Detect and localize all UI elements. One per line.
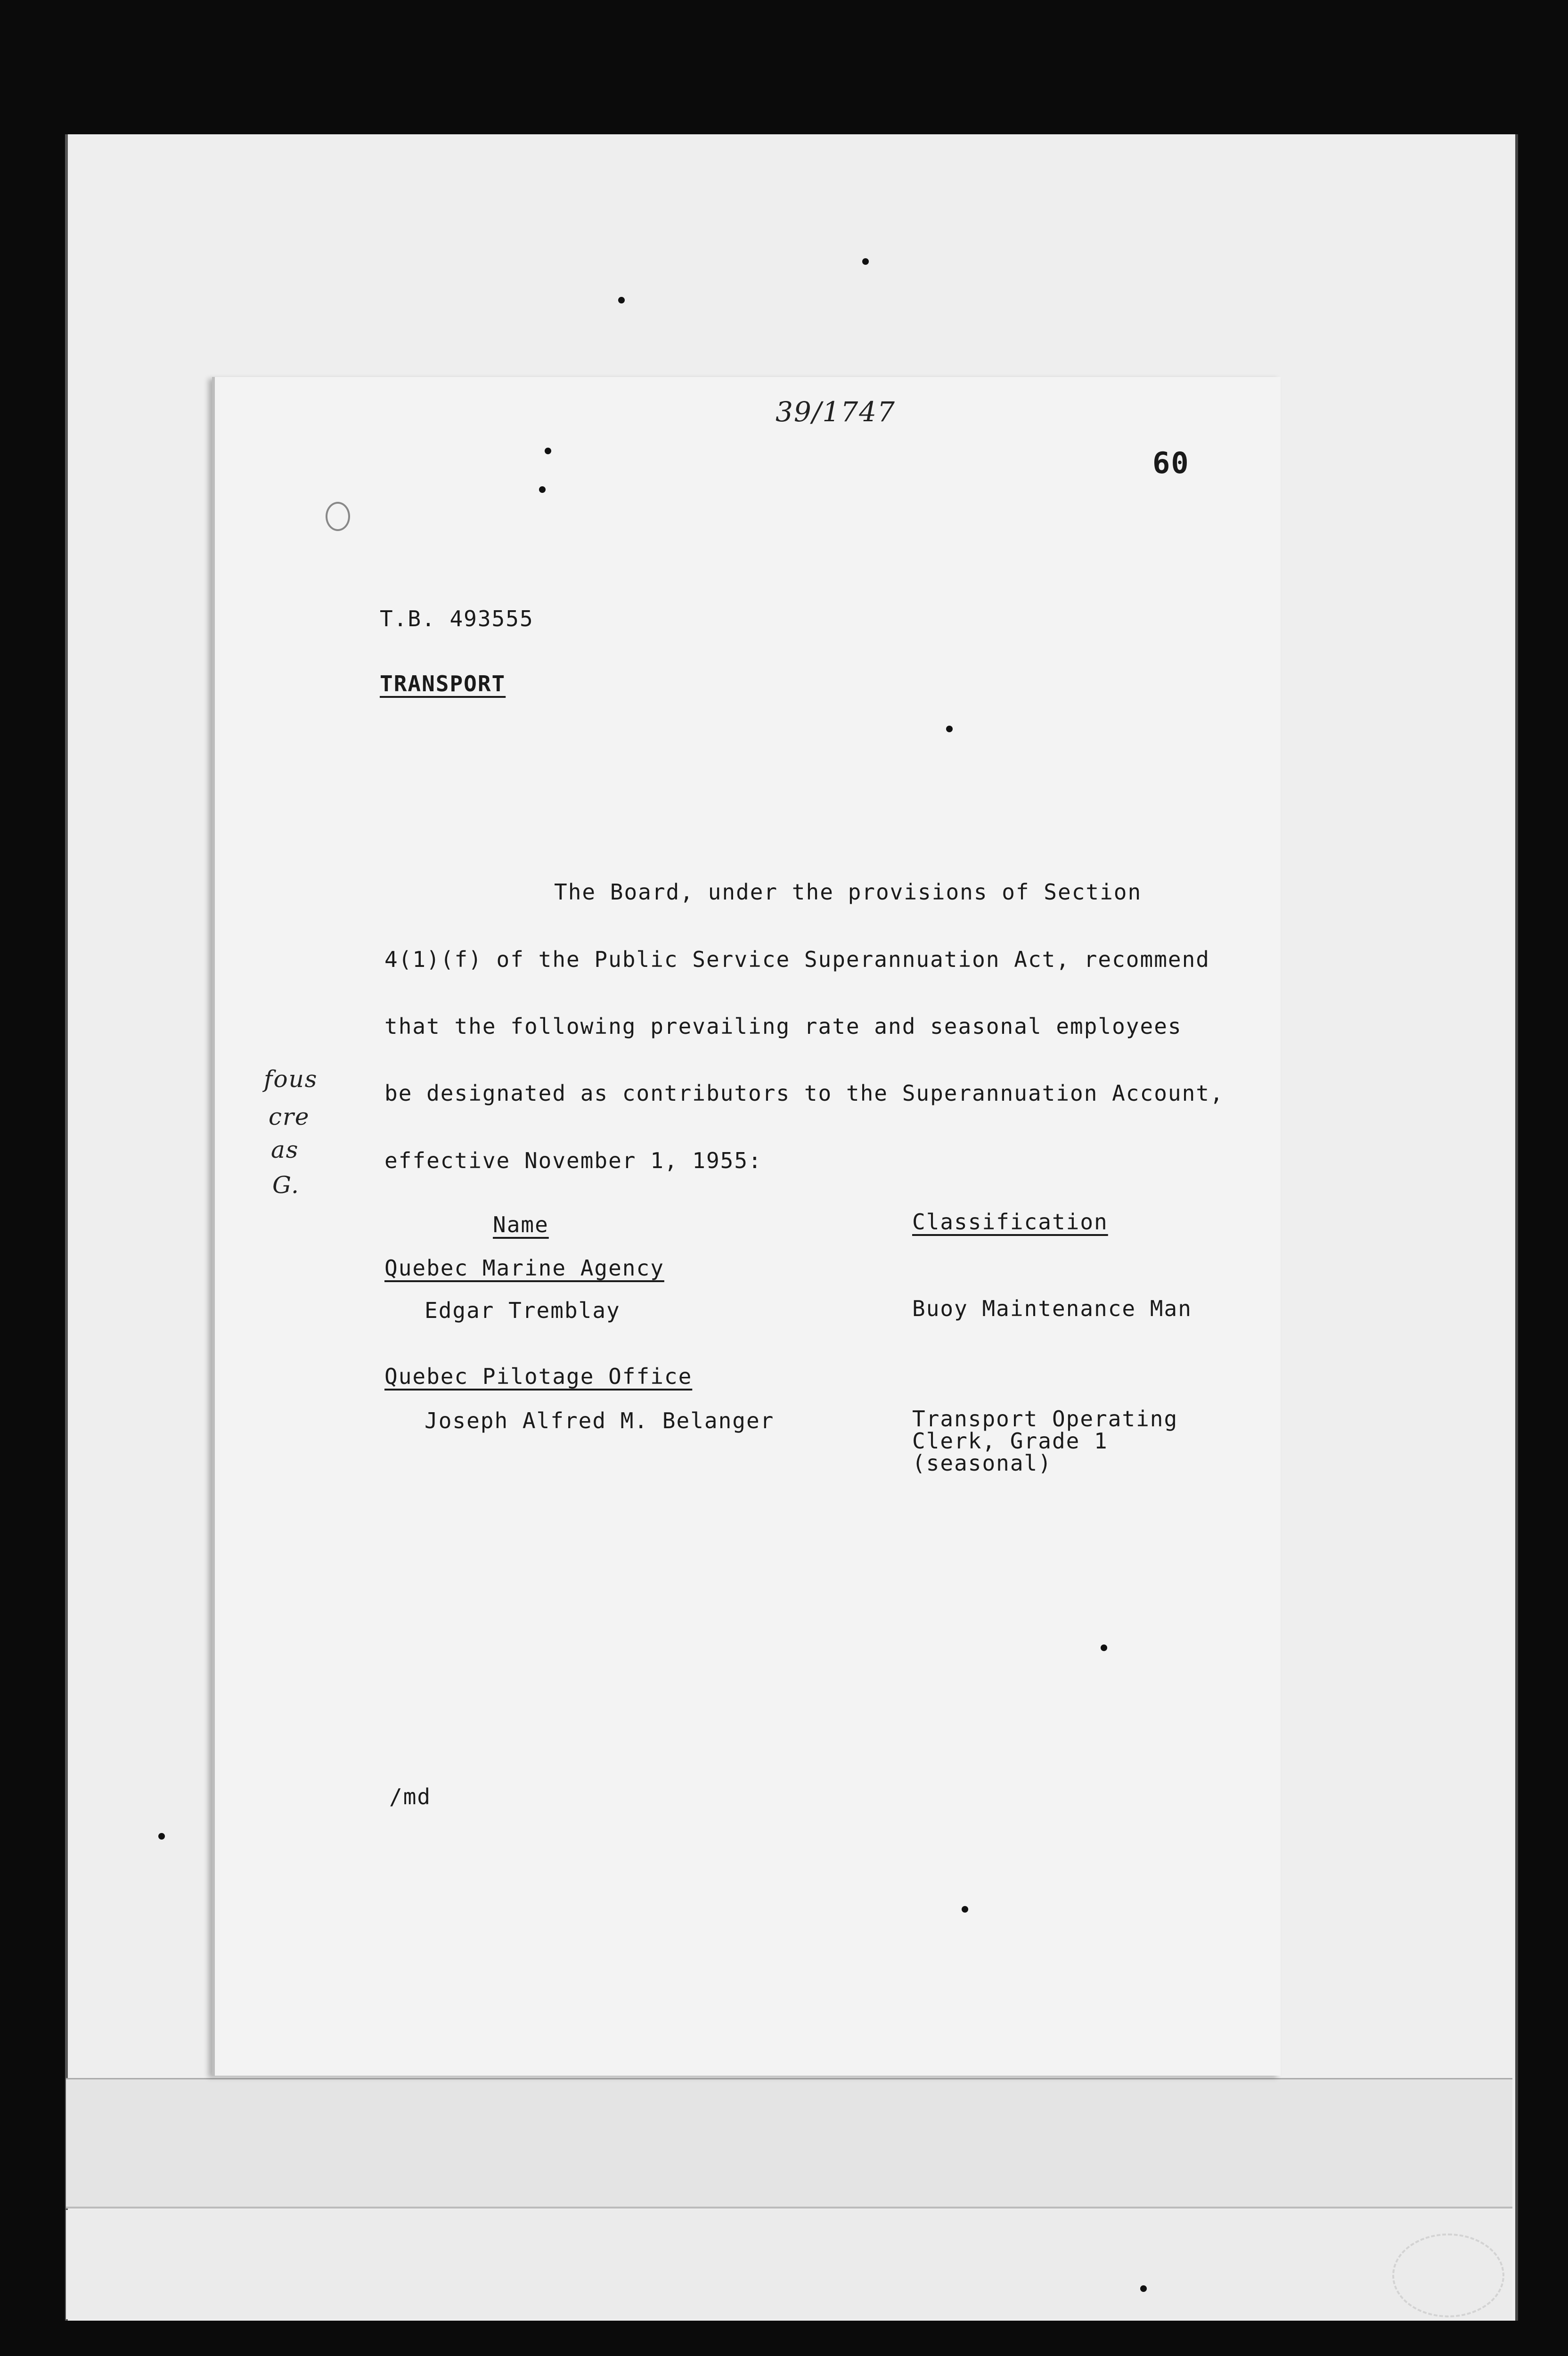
body-line: The Board, under the provisions of Section [554,879,1142,905]
speck [618,297,625,303]
column-header-classification: Classification [912,1209,1108,1235]
body-line: effective November 1, 1955: [384,1148,762,1173]
backing-strip-lower [66,2210,1512,2319]
group-heading: Quebec Pilotage Office [384,1364,693,1389]
column-header-name: Name [493,1212,549,1237]
body-line: 4(1)(f) of the Public Service Superannuation Act, recommend [384,947,1210,972]
margin-note: G. [272,1171,300,1199]
file-number: 39/1747 [776,396,896,428]
speck [539,486,546,493]
punch-hole-icon [326,502,350,531]
speck [862,258,869,265]
margin-note: cre [269,1103,310,1130]
typist-initials: /md [389,1784,432,1809]
speck [545,448,551,454]
speck [158,1833,165,1840]
margin-note: as [271,1136,299,1163]
employee-name: Joseph Alfred M. Belanger [425,1408,775,1433]
employee-classification: Transport Operating [912,1406,1178,1432]
employee-classification: (seasonal) [912,1450,1052,1476]
employee-classification: Clerk, Grade 1 [912,1428,1108,1454]
group-heading: Quebec Marine Agency [384,1255,664,1281]
department-heading: TRANSPORT [380,671,506,696]
employee-classification: Buoy Maintenance Man [912,1296,1192,1321]
speck [962,1906,968,1913]
margin-note: fous [264,1065,318,1093]
body-line: that the following prevailing rate and seasonal employees [384,1014,1182,1039]
tb-number: T.B. 493555 [380,606,534,631]
speck [1140,2285,1147,2292]
memo-page [212,377,1281,2076]
backing-strip-upper [66,2078,1512,2209]
archive-stamp-icon [1392,2233,1504,2317]
speck [946,726,953,732]
body-line: be designated as contributors to the Superannuation Account, [384,1080,1224,1106]
employee-name: Edgar Tremblay [425,1298,621,1323]
page-number: 60 [1152,446,1190,480]
speck [1101,1644,1107,1651]
